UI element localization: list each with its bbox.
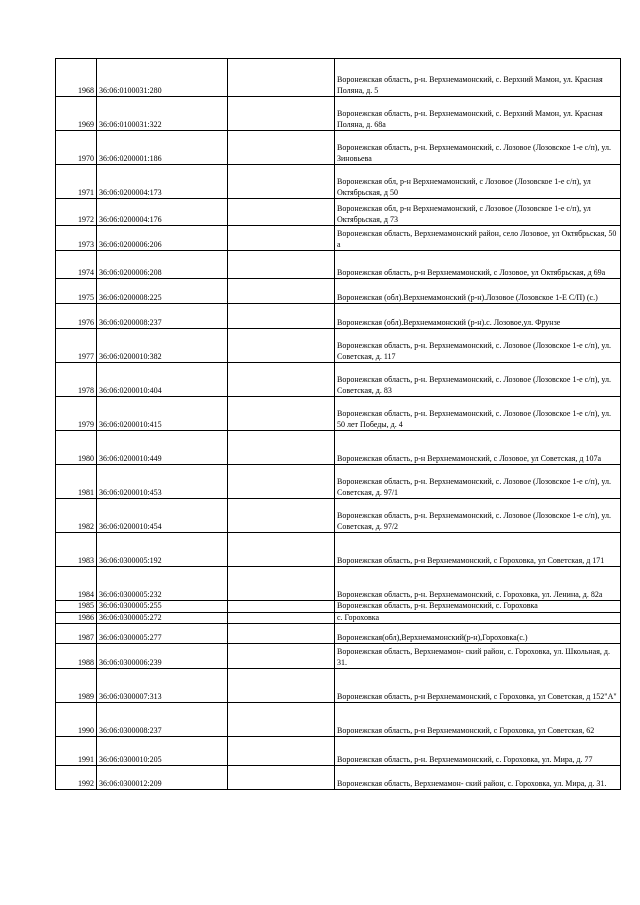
row-number: 1969 [56, 97, 97, 131]
empty-cell [228, 703, 335, 737]
table-row [56, 97, 621, 131]
address-cell: Воронежская обл, р-н Верхнемамонский, с Лозовое (Лозовское 1-е с/п), ул Октябрьская, д 50 [335, 165, 621, 199]
cadastral-number: 36:06:0200010:415 [97, 397, 228, 431]
cadastral-number: 36:06:0300007:313 [97, 669, 228, 703]
empty-cell [228, 766, 335, 790]
cadastral-number: 36:06:0200010:449 [97, 431, 228, 465]
cadastral-number: 36:06:0100031:322 [97, 97, 228, 131]
table-row [56, 226, 621, 251]
cadastral-number: 36:06:0200010:453 [97, 465, 228, 499]
address-cell: Воронежская область, р-н. Верхнемамонский, с. Верхний Мамон, ул. Красная Поляна, д. 5 [335, 59, 621, 97]
row-number: 1976 [56, 304, 97, 329]
table-row [56, 329, 621, 363]
table-row [56, 499, 621, 533]
row-number: 1989 [56, 669, 97, 703]
row-number: 1983 [56, 533, 97, 567]
table-row [56, 251, 621, 279]
cadastral-number: 36:06:0300012:209 [97, 766, 228, 790]
cadastral-number: 36:06:0300005:232 [97, 567, 228, 601]
table-row [56, 766, 621, 790]
empty-cell [228, 624, 335, 644]
address-cell: Воронежская область, Верхнемамонский район, село Лозовое, ул Октябрьская, 50 а [335, 226, 621, 251]
cadastral-number: 36:06:0300005:272 [97, 612, 228, 624]
address-cell: Воронежская область, р-н Верхнемамонский, с Гороховка, ул Советская, 62 [335, 703, 621, 737]
address-cell: Воронежская область, р-н. Верхнемамонский, с. Лозовое (Лозовское 1-е с/п), ул. Советская, д. 117 [335, 329, 621, 363]
table-row [56, 59, 621, 97]
table-row [56, 737, 621, 766]
address-cell: Воронежская область, р-н. Верхнемамонский, с. Верхний Мамон, ул. Красная Поляна, д. 68а [335, 97, 621, 131]
row-number: 1984 [56, 567, 97, 601]
cadastral-table [55, 58, 621, 790]
empty-cell [228, 329, 335, 363]
address-cell: Воронежская область, р-н Верхнемамонский, с Гороховка, ул Советская, д 171 [335, 533, 621, 567]
cadastral-number: 36:06:0300005:277 [97, 624, 228, 644]
cadastral-number: 36:06:0200006:208 [97, 251, 228, 279]
address-cell: Воронежская (обл).Верхнемамонский (р-н).Лозовое (Лозовское 1-Е С/П) (с.) [335, 279, 621, 304]
cadastral-number: 36:06:0200004:173 [97, 165, 228, 199]
address-cell: Воронежская(обл),Верхнемамонский(р-н),Гороховка(с.) [335, 624, 621, 644]
cadastral-number: 36:06:0200010:404 [97, 363, 228, 397]
cadastral-number: 36:06:0300005:255 [97, 601, 228, 613]
address-cell: Воронежская (обл).Верхнемамонский (р-н).с. Лозовое,ул. Фрунзе [335, 304, 621, 329]
row-number: 1985 [56, 601, 97, 613]
empty-cell [228, 226, 335, 251]
address-cell: Воронежская область, р-н. Верхнемамонский, с. Лозовое (Лозовское 1-е с/п), ул. Зиновьева [335, 131, 621, 165]
row-number: 1970 [56, 131, 97, 165]
empty-cell [228, 567, 335, 601]
table-row [56, 165, 621, 199]
address-cell: Воронежская область, р-н. Верхнемамонский, с. Лозовое (Лозовское 1-е с/п), ул. Советская, д. 97/1 [335, 465, 621, 499]
row-number: 1974 [56, 251, 97, 279]
cadastral-number: 36:06:0200008:225 [97, 279, 228, 304]
empty-cell [228, 304, 335, 329]
cadastral-number: 36:06:0200010:454 [97, 499, 228, 533]
address-cell: Воронежская область, р-н. Верхнемамонский, с. Лозовое (Лозовское 1-е с/п), ул. Советская, д. 83 [335, 363, 621, 397]
empty-cell [228, 499, 335, 533]
table-row [56, 304, 621, 329]
row-number: 1979 [56, 397, 97, 431]
empty-cell [228, 279, 335, 304]
row-number: 1972 [56, 199, 97, 226]
empty-cell [228, 644, 335, 669]
row-number: 1981 [56, 465, 97, 499]
empty-cell [228, 431, 335, 465]
cadastral-number: 36:06:0300005:192 [97, 533, 228, 567]
row-number: 1986 [56, 612, 97, 624]
table-row [56, 465, 621, 499]
empty-cell [228, 199, 335, 226]
row-number: 1991 [56, 737, 97, 766]
row-number: 1988 [56, 644, 97, 669]
row-number: 1973 [56, 226, 97, 251]
table-row [56, 363, 621, 397]
table-row [56, 612, 621, 624]
cadastral-number: 36:06:0200006:206 [97, 226, 228, 251]
table-row [56, 624, 621, 644]
empty-cell [228, 737, 335, 766]
row-number: 1987 [56, 624, 97, 644]
row-number: 1992 [56, 766, 97, 790]
cadastral-number: 36:06:0100031:280 [97, 59, 228, 97]
empty-cell [228, 465, 335, 499]
cadastral-number: 36:06:0300010:205 [97, 737, 228, 766]
table-row [56, 533, 621, 567]
empty-cell [228, 165, 335, 199]
address-cell: с. Гороховка [335, 612, 621, 624]
address-cell: Воронежская обл, р-н Верхнемамонский, с Лозовое (Лозовское 1-е с/п), ул Октябрьская, д 73 [335, 199, 621, 226]
row-number: 1971 [56, 165, 97, 199]
table-row [56, 131, 621, 165]
table-row [56, 644, 621, 669]
address-cell: Воронежская область, р-н. Верхнемамонский, с. Гороховка, ул. Мира, д. 77 [335, 737, 621, 766]
row-number: 1975 [56, 279, 97, 304]
empty-cell [228, 363, 335, 397]
row-number: 1978 [56, 363, 97, 397]
address-cell: Воронежская область, р-н. Верхнемамонский, с. Лозовое (Лозовское 1-е с/п), ул. Советская, д. 97/2 [335, 499, 621, 533]
empty-cell [228, 59, 335, 97]
table-body [56, 59, 621, 790]
cadastral-number: 36:06:0200008:237 [97, 304, 228, 329]
cadastral-number: 36:06:0200004:176 [97, 199, 228, 226]
address-cell: Воронежская область, р-н. Верхнемамонский, с. Лозовое (Лозовское 1-е с/п), ул. 50 лет Победы, д. 4 [335, 397, 621, 431]
cadastral-number: 36:06:0300008:237 [97, 703, 228, 737]
row-number: 1977 [56, 329, 97, 363]
table-row [56, 397, 621, 431]
table-row [56, 669, 621, 703]
address-cell: Воронежская область, р-н. Верхнемамонский, с. Гороховка [335, 601, 621, 613]
row-number: 1968 [56, 59, 97, 97]
address-cell: Воронежская область, р-н Верхнемамонский, с Лозовое, ул Октябрьская, д 69а [335, 251, 621, 279]
cadastral-number: 36:06:0300006:239 [97, 644, 228, 669]
empty-cell [228, 612, 335, 624]
cadastral-number: 36:06:0200001:186 [97, 131, 228, 165]
empty-cell [228, 669, 335, 703]
empty-cell [228, 533, 335, 567]
cadastral-number: 36:06:0200010:382 [97, 329, 228, 363]
table-row [56, 601, 621, 613]
table-row [56, 703, 621, 737]
empty-cell [228, 251, 335, 279]
address-cell: Воронежская область, р-н Верхнемамонский, с Лозовое, ул Советская, д 107а [335, 431, 621, 465]
empty-cell [228, 131, 335, 165]
table-row [56, 199, 621, 226]
row-number: 1982 [56, 499, 97, 533]
row-number: 1980 [56, 431, 97, 465]
empty-cell [228, 97, 335, 131]
address-cell: Воронежская область, Верхнемамон- ский район, с. Гороховка, ул. Школьная, д. 31. [335, 644, 621, 669]
row-number: 1990 [56, 703, 97, 737]
address-cell: Воронежская область, р-н Верхнемамонский, с Гороховка, ул Советская, д 152"А" [335, 669, 621, 703]
address-cell: Воронежская область, Верхнемамон- ский район, с. Гороховка, ул. Мира, д. 31. [335, 766, 621, 790]
address-cell: Воронежская область, р-н. Верхнемамонский, с. Гороховка, ул. Ленина, д. 82а [335, 567, 621, 601]
table-row [56, 431, 621, 465]
empty-cell [228, 397, 335, 431]
table-row [56, 567, 621, 601]
empty-cell [228, 601, 335, 613]
table-row [56, 279, 621, 304]
